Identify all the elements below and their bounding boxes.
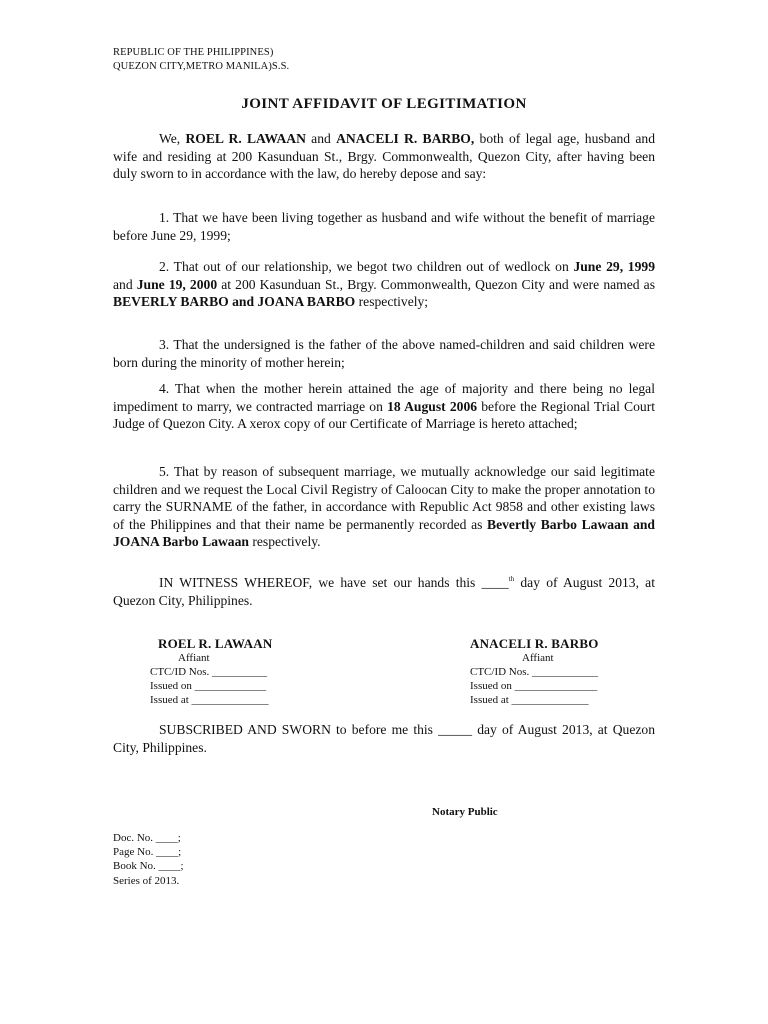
affiant-2-name: ANACELI R. BARBO,: [336, 131, 475, 146]
venue-line-2: QUEZON CITY,METRO MANILA)S.S.: [113, 61, 290, 72]
para5-text-2: respectively.: [248, 534, 321, 549]
witness-text-2: day of August 2013, at Quezon City, Philippines.: [113, 575, 655, 608]
signatory-role: Affiant: [178, 652, 210, 664]
doc-no: Doc. No. ____;: [113, 832, 181, 844]
jurat-paragraph: [113, 721, 655, 756]
paragraph-3-text: 3. That the undersigned is the father of the above named-children and said children were born during the minority of mother herein;: [113, 337, 655, 370]
signatory-role: Affiant: [522, 652, 554, 664]
signatory-name: ROEL R. LAWAAN: [158, 636, 273, 651]
intro-text-1: We,: [159, 131, 186, 146]
affiant-1-name: ROEL R. LAWAAN: [185, 131, 306, 146]
intro-text-3: both of legal age, husband and wife and residing at 200 Kasunduan St., Brgy. Commonwealth, Quezon City, after having been duly sworn to in accordance with the law, do hereby depose and say:: [113, 131, 655, 181]
document-title: JOINT AFFIDAVIT OF LEGITIMATION: [241, 96, 527, 112]
birth-date-1: June 29, 1999: [573, 259, 655, 274]
para4-text-1: 4. That when the mother herein attained the age of majority and there being no legal impediment to marry, we contracted marriage on: [113, 381, 655, 414]
docket-entries: [113, 831, 184, 888]
para2-text-3: at 200 Kasunduan St., Brgy. Commonwealth, Quezon City and were named as: [217, 276, 655, 292]
witness-clause: [113, 574, 655, 609]
marriage-date: 18 August 2006: [387, 398, 478, 414]
paragraph-4: [113, 380, 655, 433]
ctc-id-line: CTC/ID Nos. ____________: [470, 666, 599, 678]
intro-text-2: and: [305, 131, 337, 146]
recorded-names: Bevertly Barbo Lawaan and JOANA Barbo Lawaan: [113, 516, 655, 549]
series: Series of 2013.: [113, 874, 180, 887]
paragraph-5: [113, 463, 655, 551]
para5-text-1: 5. That by reason of subsequent marriage, we mutually acknowledge our said legitimate children and we request the Local Civil Registry of Caloocan City to make the proper annotation to carry the SURNAME of the father, in accordance with Republic Act 9858 and other existing laws of the Philippines and that their name be permanently recorded as: [113, 464, 655, 532]
para2-text-1: 2. That out of our relationship, we begot two children out of wedlock on: [159, 259, 574, 274]
paragraph-1: [113, 209, 655, 244]
paragraph-3: [113, 336, 655, 371]
para2-text-2: and: [113, 276, 137, 292]
intro-paragraph: [113, 130, 655, 183]
children-names: BEVERLY BARBO and JOANA BARBO: [113, 294, 356, 309]
issued-at-line: Issued at ______________: [470, 694, 589, 706]
paragraph-1-text: 1. That we have been living together as husband and wife without the benefit of marriage before June 29, 1999;: [113, 210, 655, 243]
jurat-text: SUBSCRIBED AND SWORN to before me this _____ day of August 2013, at Quezon City, Philippines.: [113, 722, 655, 755]
para2-text-4: respectively;: [355, 294, 429, 309]
book-no: Book No. ____;: [113, 860, 184, 873]
page-no: Page No. ____;: [113, 846, 182, 859]
venue-header: [113, 46, 289, 74]
signature-block-left: [150, 637, 272, 707]
witness-text-1: IN WITNESS WHEREOF, we have set our hands this ____: [159, 575, 509, 590]
venue-line-1: REPUBLIC OF THE PHILIPPINES): [113, 47, 274, 58]
signature-block-right: [470, 637, 599, 707]
birth-date-2: June 19, 2000: [136, 276, 218, 292]
issued-at-line: Issued at ______________: [150, 694, 269, 706]
para4-text-2: before the Regional Trial Court Judge of Quezon City. A xerox copy of our Certificate of Marriage is hereto attached;: [113, 398, 655, 431]
issued-on-line: Issued on _______________: [470, 680, 598, 692]
ctc-id-line: CTC/ID Nos. __________: [150, 666, 268, 678]
signatory-name: ANACELI R. BARBO: [470, 636, 599, 651]
issued-on-line: Issued on _____________: [150, 680, 267, 692]
paragraph-2: [113, 258, 655, 311]
witness-ordinal-suffix: th: [508, 575, 515, 583]
notary-public-label: Notary Public: [432, 806, 498, 818]
